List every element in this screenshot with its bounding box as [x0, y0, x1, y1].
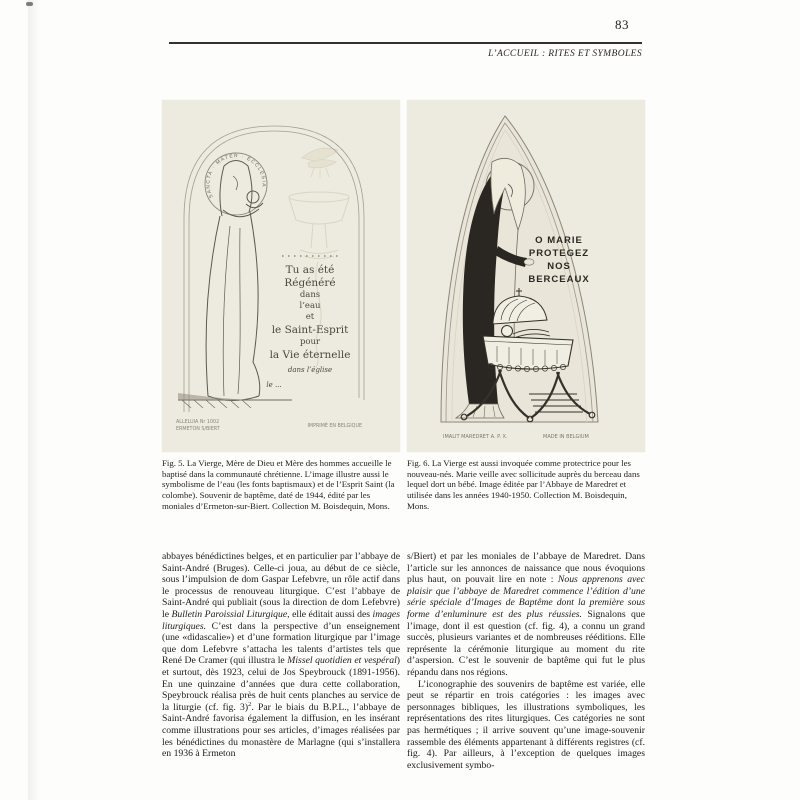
paragraph: [162, 551, 400, 760]
running-head: L’ACCUEIL : RITES ET SYMBOLES: [488, 49, 642, 59]
scan-artifact: [26, 2, 33, 6]
svg-text:NOS: NOS: [547, 261, 571, 272]
svg-text:la Vie éternelle: la Vie éternelle: [269, 349, 351, 361]
publisher-imprint: [176, 419, 362, 432]
article-column-right: [407, 551, 645, 771]
text-segment: ) et surtout, dès 1923, celui de Jos Speybrouck (1891-1956). En une quinzaine d’années que dura cette collaboration, Speybrouck réalisa près de huit cents planches au service de la liturgie (cf. fig. 3): [162, 655, 400, 713]
header-rule: [169, 42, 642, 44]
svg-text:IMALIT MAREDRET A. P. X.: IMALIT MAREDRET A. P. X.: [443, 434, 508, 440]
svg-text:dans l’église: dans l’église: [287, 366, 333, 374]
ground-hatching: [178, 393, 292, 408]
text-segment-italic: Nous apprenons avec plaisir que l’abbaye de Maredret commence l’édition d’une série spéciale d’Images de Baptême dont la première sous forme d’enluminure est des plus réussies.: [407, 574, 645, 620]
text-segment: s/Biert) et par les moniales de l’abbaye de Maredret. Dans l’article sur les annonces de naissance que nous évoquions plus haut, on pouvait lire en note :: [407, 551, 645, 586]
prayer-text: [266, 264, 350, 389]
text-segment: abbayes bénédictines belges, et en particulier par l’abbaye de Saint-André (Bruges). Celle-ci joua, au début de ce siècle, sous l’impulsion de dom Gaspar Lefebvre, un rôle actif dans le processus de renouveau liturgique. C’est l’abbaye de Saint-André qui publiait (sous la direction de dom Lefebvre) le: [162, 551, 400, 620]
svg-text:PROTEGEZ: PROTEGEZ: [528, 248, 590, 259]
svg-text:le Saint-Esprit: le Saint-Esprit: [271, 324, 349, 336]
dove-watermark: [302, 148, 338, 178]
baby-head: [502, 326, 513, 337]
svg-text:MADE IN BELGIUM: MADE IN BELGIUM: [543, 434, 589, 440]
svg-text:IMPRIMÉ EN BELGIQUE: IMPRIMÉ EN BELGIQUE: [307, 424, 362, 429]
halo-inscription: SANCTA · MATER · ECCLESIA: [205, 153, 267, 199]
paragraph: [407, 551, 645, 679]
footnote-reference: 2: [248, 700, 252, 708]
article-body: [162, 551, 645, 771]
text-segment-italic: Bulletin Paroissial Liturgique,: [171, 608, 290, 620]
text-segment: Signalons que l’image, dont il est question (cf. fig. 4), a connu un grand succès, plusieurs variantes et de nombreuses rééditions. Elle représente la cérémonie liturgique au moment du rite d’aspersion. C’est le souvenir de baptême qui fut le plus répandu dans nos régions.: [407, 608, 645, 678]
virgin-and-child-illustration: [162, 100, 400, 452]
basket: [483, 336, 573, 369]
svg-text:ALLELUIA Nr 1002: ALLELUIA Nr 1002: [176, 420, 220, 425]
text-segment-italic: images liturgiques.: [162, 608, 400, 632]
svg-text:l’eau: l’eau: [299, 301, 321, 311]
infant-figure: [246, 191, 263, 208]
text-segment-italic: Missel quotidien et vespéral: [287, 655, 397, 667]
halo-ring: [205, 153, 267, 215]
virgin-over-cradle-illustration: [407, 100, 645, 452]
publisher-imprint: [443, 434, 589, 440]
svg-text:dans: dans: [299, 290, 321, 300]
paragraph: L’iconographie des souvenirs de baptême est variée, elle peut se répartir en trois catégories : les images avec personnages bibliques, les illustrations symboliques, les représentations des rites liturgiques. Ces catégories ne sont pas hermétiques ; il arrive souvent qu’une image-souvenir rassemble des éléments appartenant à différents registres (cf. fig. 4). Par ailleurs, à l’exception de quelques images exclusivement symbo-: [407, 678, 645, 771]
svg-text:le ...: le ...: [266, 381, 282, 389]
article-column-left: [162, 551, 400, 771]
svg-text:BERCEAUX: BERCEAUX: [528, 274, 590, 285]
text-segment: elle éditait aussi des: [289, 608, 373, 620]
text-segment: C’est dans la perspective d’un enseignement (une «didascalie») et d’une formation liturgique par l’image que dom Lefebvre s’attacha les talents d’artistes tels que René De Cramer (qui illustra le: [162, 620, 400, 667]
figure6-holy-card: [407, 100, 645, 452]
text-segment: . Par le biais du B.P.L., l’abbaye de Saint-André favorisa également la diffusion, en les insérant comme illustrations pour ses articles, d’images réalisées par les bénédictines du monastère de Marlagne (qui s’installera en 1936 à Ermeton: [162, 701, 400, 760]
svg-text:Tu as été: Tu as été: [285, 264, 335, 276]
svg-text:et: et: [305, 312, 315, 322]
page-number: 83: [615, 17, 629, 32]
page-edge-shadow: [28, 0, 40, 800]
svg-text:ERMETON S/BIERT: ERMETON S/BIERT: [176, 427, 220, 432]
madonna-hand: [524, 259, 534, 265]
svg-text:Régénéré: Régénéré: [284, 277, 336, 289]
figure5-caption: Fig. 5. La Vierge, Mère de Dieu et Mère des hommes accueille le baptisé dans la communauté chrétienne. L’image illustre aussi le symbolisme de l’eau (les fonts baptismaux) et de l’Esprit Saint (la colombe). Souvenir de baptême, daté de 1944, édité par les moniales d’Ermeton-sur-Biert. Collection M. Boisdequin, Mons.: [162, 458, 395, 511]
figure6-caption: Fig. 6. La Vierge est aussi invoquée comme protectrice pour les nouveau-nés. Marie veille avec sollicitude auprès du berceau dans lequel dort un bébé. Image éditée par l’Abbaye de Maredret et utilisée dans les années 1940-1950. Collection M. Boisdequin, Mons.: [407, 458, 640, 511]
figure5-holy-card: [162, 100, 400, 452]
svg-text:O MARIE: O MARIE: [535, 235, 583, 246]
svg-text:pour: pour: [299, 337, 321, 347]
